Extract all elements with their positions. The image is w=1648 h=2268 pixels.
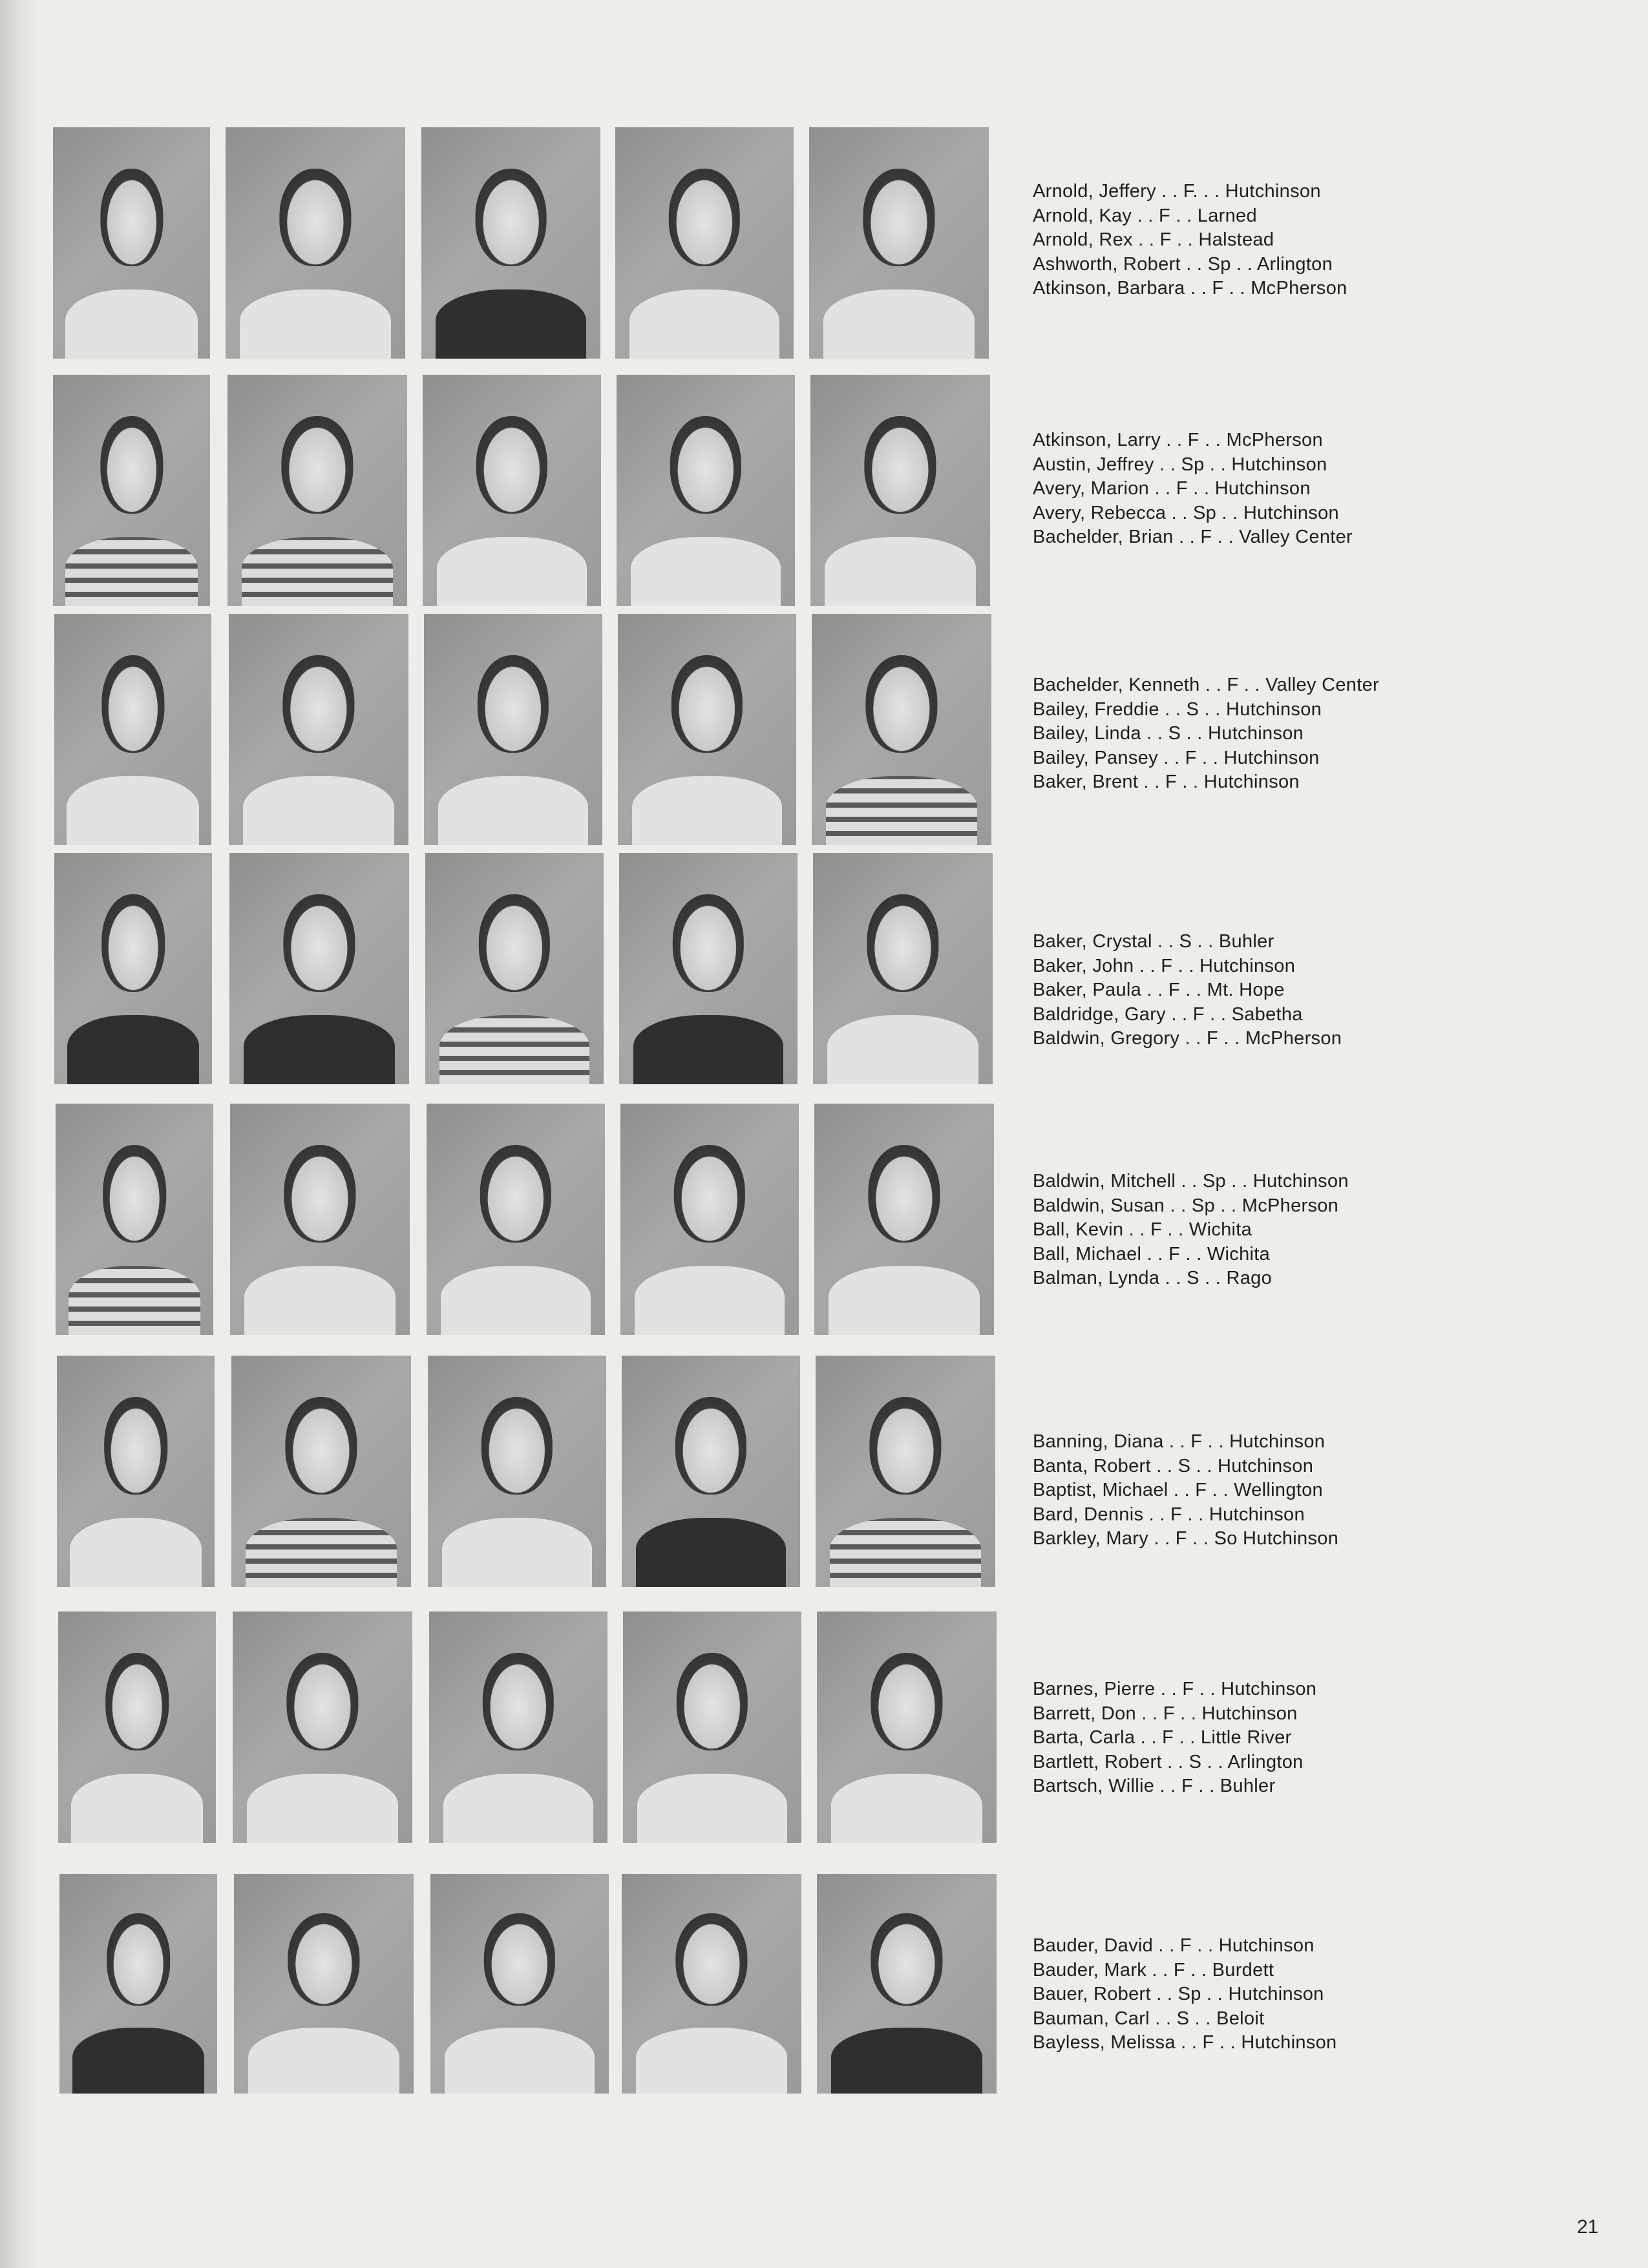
student-name-entry: Bailey, Freddie . . S . . Hutchinson: [1033, 698, 1322, 720]
student-name-entry: Baldridge, Gary . . F . . Sabetha: [1033, 1003, 1303, 1025]
portrait-photo: [229, 614, 408, 845]
student-name-entry: Bauder, Mark . . F . . Burdett: [1033, 1959, 1274, 1980]
portrait-photo: [58, 1612, 216, 1843]
portrait-photo: [817, 1874, 997, 2094]
student-name-entry: Baker, Brent . . F . . Hutchinson: [1033, 772, 1300, 792]
student-name-entry: Baker, Crystal . . S . . Buhler: [1033, 931, 1274, 952]
portrait-photo: [59, 1874, 217, 2094]
student-name-entry: Atkinson, Barbara . . F . . McPherson: [1033, 278, 1347, 299]
student-name-entry: Bard, Dennis . . F . . Hutchinson: [1033, 1504, 1305, 1525]
student-name-entry: Barta, Carla . . F . . Little River: [1033, 1727, 1292, 1748]
student-name-entry: Baldwin, Mitchell . . Sp . . Hutchinson: [1033, 1171, 1349, 1192]
student-name-entry: Balman, Lynda . . S . . Rago: [1033, 1268, 1273, 1288]
student-name-entry: Bachelder, Brian . . F . . Valley Center: [1033, 527, 1353, 547]
portrait-photo: [622, 1874, 801, 2094]
portrait-row-3: [53, 614, 997, 846]
student-name-entry: Banning, Diana . . F . . Hutchinson: [1033, 1431, 1326, 1452]
student-name-entry: Avery, Rebecca . . Sp . . Hutchinson: [1033, 502, 1339, 523]
student-name-entry: Bailey, Pansey . . F . . Hutchinson: [1033, 747, 1320, 768]
student-name-entry: Arnold, Rex . . F . . Halstead: [1033, 229, 1274, 250]
portrait-photo: [816, 1356, 995, 1587]
name-list-4: [1033, 930, 1485, 1051]
name-list-1: [1033, 180, 1485, 301]
student-name-entry: Bayless, Melissa . . F . . Hutchinson: [1033, 2032, 1337, 2053]
student-name-entry: Arnold, Jeffery . . F. . . Hutchinson: [1033, 181, 1321, 202]
student-name-entry: Baptist, Michael . . F . . Wellington: [1033, 1480, 1323, 1500]
student-name-entry: Baker, John . . F . . Hutchinson: [1033, 955, 1296, 976]
student-name-entry: Barnes, Pierre . . F . . Hutchinson: [1033, 1679, 1317, 1699]
student-name-entry: Bauder, David . . F . . Hutchinson: [1033, 1935, 1315, 1956]
portrait-photo: [622, 1356, 800, 1587]
portrait-row-2: [53, 375, 997, 607]
portrait-row-8: [53, 1874, 997, 2106]
portrait-photo: [427, 1104, 605, 1335]
portrait-photo: [618, 614, 796, 845]
student-name-entry: Austin, Jeffrey . . Sp . . Hutchinson: [1033, 454, 1327, 475]
portrait-photo: [430, 1874, 609, 2094]
portrait-photo: [814, 1104, 994, 1335]
portrait-photo: [425, 853, 604, 1084]
portrait-photo: [57, 1356, 215, 1587]
portrait-photo: [231, 1356, 411, 1587]
student-name-entry: Baldwin, Gregory . . F . . McPherson: [1033, 1028, 1342, 1049]
student-name-entry: Ball, Michael . . F . . Wichita: [1033, 1243, 1271, 1265]
name-list-5: [1033, 1170, 1485, 1291]
portrait-photo: [54, 614, 211, 845]
portrait-photo: [229, 853, 409, 1084]
portrait-photo: [230, 1104, 410, 1335]
page-number: 21: [1577, 2216, 1599, 2238]
student-name-entry: Avery, Marion . . F . . Hutchinson: [1033, 478, 1311, 499]
student-name-entry: Atkinson, Larry . . F . . McPherson: [1033, 430, 1323, 450]
portrait-photo: [813, 853, 993, 1084]
student-name-entry: Ball, Kevin . . F . . Wichita: [1033, 1219, 1252, 1240]
portrait-photo: [617, 375, 795, 606]
student-name-entry: Bauer, Robert . . Sp . . Hutchinson: [1033, 1984, 1324, 2004]
portrait-photo: [421, 127, 600, 359]
portrait-photo: [54, 853, 212, 1084]
portrait-photo: [615, 127, 794, 359]
student-name-entry: Baker, Paula . . F . . Mt. Hope: [1033, 980, 1285, 1000]
student-name-entry: Bartsch, Willie . . F . . Buhler: [1033, 1776, 1276, 1796]
portrait-photo: [226, 127, 405, 359]
student-name-entry: Baldwin, Susan . . Sp . . McPherson: [1033, 1195, 1339, 1216]
portrait-photo: [620, 1104, 799, 1335]
student-name-entry: Banta, Robert . . S . . Hutchinson: [1033, 1455, 1314, 1476]
student-name-entry: Bauman, Carl . . S . . Beloit: [1033, 2008, 1265, 2029]
portrait-photo: [53, 375, 210, 606]
portrait-photo: [56, 1104, 213, 1335]
portrait-photo: [623, 1612, 801, 1843]
portrait-photo: [810, 375, 990, 606]
portrait-row-7: [53, 1612, 997, 1844]
student-name-entry: Arnold, Kay . . F . . Larned: [1033, 205, 1257, 226]
portrait-row-5: [53, 1104, 997, 1336]
student-name-entry: Ashworth, Robert . . Sp . . Arlington: [1033, 253, 1333, 275]
portrait-photo: [227, 375, 407, 606]
student-name-entry: Bachelder, Kenneth . . F . . Valley Center: [1033, 675, 1379, 695]
student-name-entry: Barrett, Don . . F . . Hutchinson: [1033, 1703, 1298, 1724]
name-list-2: [1033, 428, 1485, 550]
portrait-photo: [619, 853, 798, 1084]
portrait-photo: [428, 1356, 606, 1587]
portrait-photo: [233, 1612, 412, 1843]
portrait-photo: [812, 614, 991, 845]
name-list-8: [1033, 1934, 1485, 2055]
name-list-3: [1033, 673, 1485, 795]
page-binding-shadow: [0, 0, 39, 2268]
portrait-photo: [423, 375, 601, 606]
portrait-row-6: [53, 1356, 997, 1588]
student-name-entry: Barkley, Mary . . F . . So Hutchinson: [1033, 1528, 1339, 1549]
portrait-photo: [809, 127, 989, 359]
portrait-photo: [429, 1612, 607, 1843]
student-name-entry: Bailey, Linda . . S . . Hutchinson: [1033, 723, 1304, 744]
student-name-entry: Bartlett, Robert . . S . . Arlington: [1033, 1751, 1304, 1772]
name-list-7: [1033, 1677, 1485, 1799]
portrait-row-4: [53, 853, 997, 1086]
portrait-photo: [817, 1612, 997, 1843]
portrait-photo: [424, 614, 602, 845]
portrait-photo: [234, 1874, 414, 2094]
portrait-row-1: [53, 127, 997, 360]
portrait-photo: [53, 127, 210, 359]
name-list-6: [1033, 1430, 1485, 1551]
